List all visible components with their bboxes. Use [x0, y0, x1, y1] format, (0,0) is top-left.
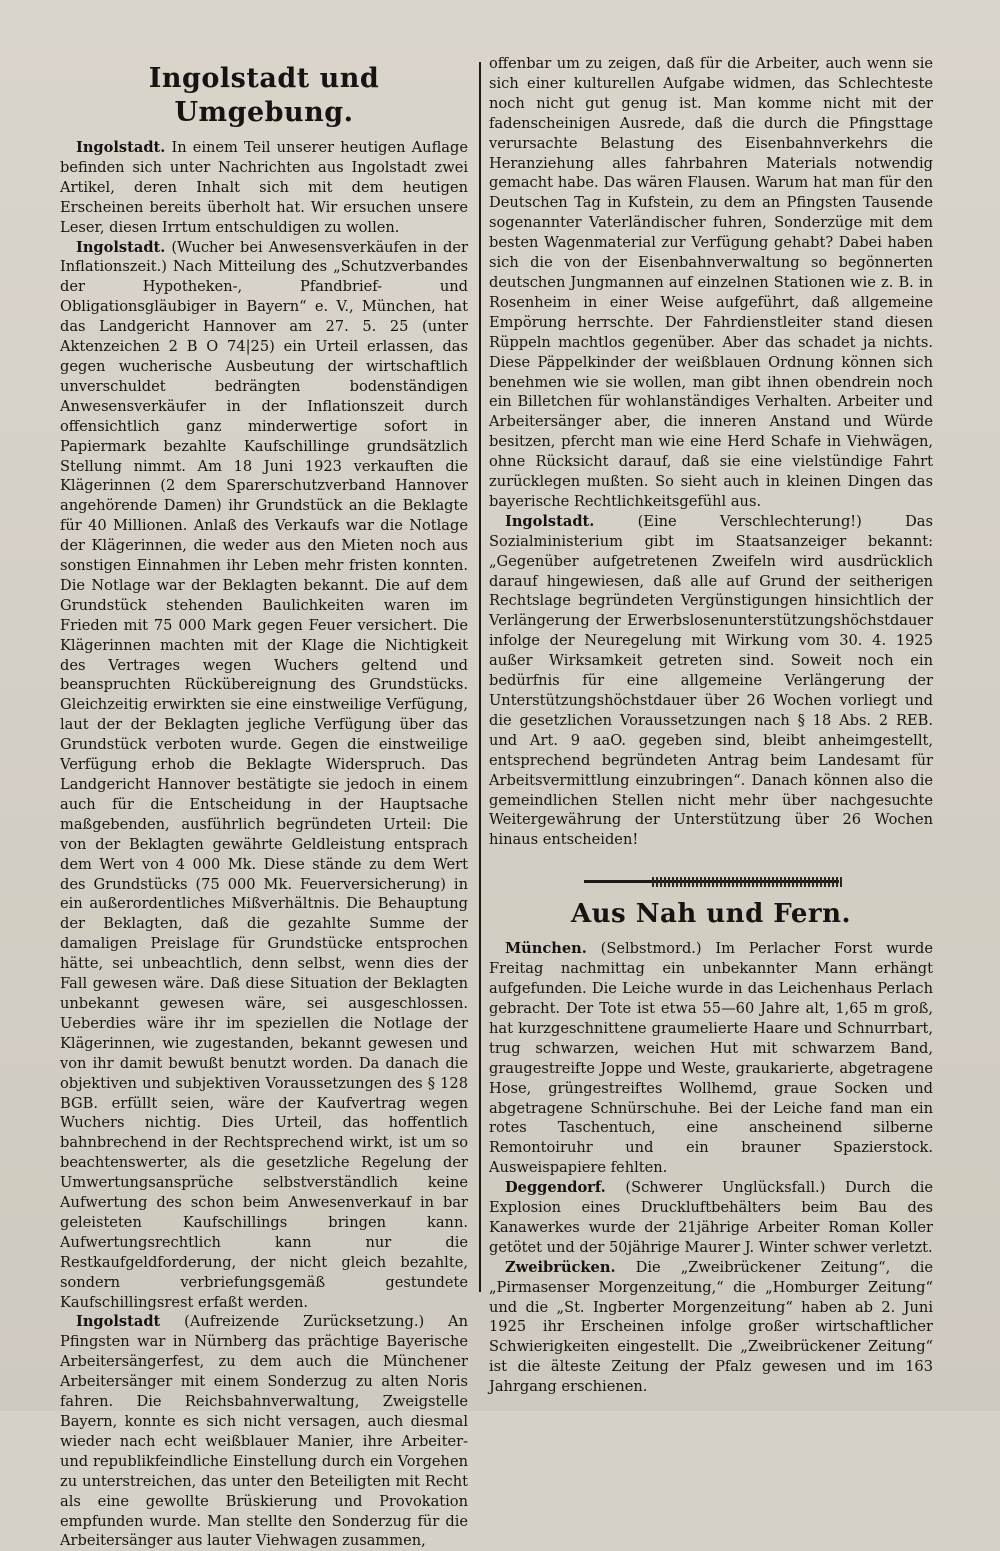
article-muenchen — [489, 939, 933, 1178]
article-text: (Eine Verschlechterung!) Das Sozialministerium gibt im Staatsanzeiger bekannt: „Gegenüber aufgetretenen Zweifeln wird ausdrücklich darauf hingewiesen, daß alle auf Grund der seitherigen Rechtslage begründeten Vergünstigungen hinsichtlich der Verlängerung der Erwerbslosenunterstützungshöchstdauer infolge der Neuregelung mit Wirkung vom 30. 4. 1925 außer Wirksamkeit getreten sind. Soweit noch ein bedürfnis für eine allgemeine Verlängerung der Unterstützungshöchstdauer über 26 Wochen vorliegt und die gesetzlichen Voraussetzungen nach § 18 Abs. 2 REB. und Art. 9 aaO. gegeben sind, bleibt anheimgestellt, entsprechend begründeten Antrag beim Landesamt für Arbeitsvermittlung einzubringen“. Danach können also die gemeindlichen Stellen nicht mehr über nachgesuchte Weitergewährung der Unterstützung über 26 Wochen hinaus entscheiden! — [489, 512, 933, 849]
section-title-ingolstadt: Ingolstadt und Umgebung. — [148, 63, 380, 128]
article-place: Ingolstadt. — [76, 238, 166, 256]
article-errata — [60, 138, 468, 238]
article-text: (Schwerer Unglücksfall.) Durch die Explosion eines Druckluftbehälters beim Bau des Kanawerkes wurde der 21jährige Arbeiter Roman Koller getötet und der 50jährige Maurer J. Winter schwer verletzt. — [489, 1179, 933, 1256]
article-continuation: offenbar um zu zeigen, daß für die Arbeiter, auch wenn sie sich einer kulturellen Aufgabe widmen, das Schlechteste noch nicht gut genug ist. Man komme nicht mit der fadenscheinigen Ausrede, daß die durch die Pfingsttage verursachte Belastung des Eisenbahnverkehrs die Heranziehung alles fahrbahren Materials notwendig gemacht habe. Das wären Flausen. Warum hat man für den Deutschen Tag in Kufstein, zu dem an Pfingsten Tausende sogenannter Vaterländischer fuhren, Sonderzüge mit dem besten Wagenmaterial zur Verfügung gehabt? Dabei haben sich die von der Eisenbahnverwaltung so begönnerten deutschen Jungmannen auf einzelnen Stationen wie z. B. in Rosenheim in einer Weise aufgeführt, daß allgemeine Empörung herrschte. Der Fahrdienstleiter stand diesen Rüppeln machtlos gegenüber. Aber das schadet ja nichts. Diese Päppelkinder der weißblauen Ordnung können sich benehmen wie sie wollen, man gibt ihnen obendrein noch ein Billetchen für wohlanständiges Verhalten. Arbeiter und Arbeitersänger aber, die inneren Anstand und Würde besitzen, pfercht man wie eine Herd Schafe in Viehwägen, ohne Rücksicht darauf, daß sie eine vielstündige Fahrt zurücklegen mußten. So sieht auch in kleinen Dingen das bayerische Rechtlichkeitsgefühl aus. — [489, 55, 933, 510]
article-place: Zweibrücken. — [505, 1258, 616, 1276]
article-deggendorf — [489, 1178, 933, 1258]
article-text: (Wucher bei Anwesensverkäufen in der Inflationszeit.) Nach Mitteilung des „Schutzverbandes der Hypotheken-, Pfandbrief- und Obligationsgläubiger in Bayern“ e. V., München, hat das Landgericht Hannover am 27. 5. 25 (unter Aktenzeichen 2 B O 74|25) ein Urteil erlassen, das gegen wucherische Ausbeutung der wirtschaftlich unverschuldet bedrängten bodenständigen Anwesensverkäufer in der Inflationszeit durch offensichtlich ganz minderwertige sofort in Papiermark bezahlte Kaufschillinge grundsätzlich Stellung nimmt. Am 18 Juni 1923 verkauften die Klägerinnen (2 dem Sparerschutzverband Hannover angehörende Damen) ihr Grundstück an die Beklagte für 40 Millionen. Anlaß des Verkaufs war die Notlage der Klägerinnen, die weder aus den Mieten noch aus sonstigen Einnahmen ihr Leben mehr fristen konnten. Die Notlage war der Beklagten bekannt. Die auf dem Grundstück stehenden Baulichkeiten waren im Frieden mit 75 000 Mark gegen Feuer versichert. Die Klägerinnen machten mit der Klage die Nichtigkeit des Vertrages wegen Wuchers geltend und beanspruchten Rückübereignung des Grundstücks. Gleichzeitig erwirkten sie eine einstweilige Verfügung, laut der der Beklagten jegliche Verfügung über das Grundstück verboten wurde. Gegen die einstweilige Verfügung erhob die Beklagte Widerspruch. Das Landgericht Hannover bestätigte sie jedoch in einem auch für die Entscheidung in der Hauptsache maßgebenden, ausführlich begründeten Urteil: Die von der Beklagten gewährte Geldleistung entsprach dem Wert von 4 000 Mk. Diese stände zu dem Wert des Grundstücks (75 000 Mk. Feuerversicherung) in ein außerordentliches Mißverhältnis. Die Behauptung der Beklagten, daß die gezahlte Summe der damaligen Preislage für Grundstücke entsprochen hätte, sei unbeachtlich, denn selbst, wenn dies der Fall gewesen wäre. Daß diese Situation der Beklagten unbekannt gewesen wäre, sei ausgeschlossen. Ueberdies wäre ihr im speziellen die Notlage der Klägerinnen, wie zugestanden, bekannt gewesen und von ihr damit bewußt benutzt worden. Da danach die objektiven und subjektiven Voraussetzungen des § 128 BGB. erfüllt seien, wäre der Kaufvertrag wegen Wuchers nichtig. Dies Urteil, das hoffentlich bahnbrechend in der Rechtsprechend wirkt, ist um so beachtenswerter, als die gesetzliche Regelung der Umwertungsansprüche selbstverständlich keine Aufwertung des schon beim Anwesenverkauf in bar geleisteten Kaufschillings bringen kann. Aufwertungsrechtlich kann nur die Restkaufgeldforderung, der nicht gleich bezahlte, sondern verbriefungsgemäß gestundete Kaufschillingsrest erfaßt werden. — [60, 238, 468, 1311]
article-text: (Aufreizende Zurücksetzung.) An Pfingsten war in Nürnberg das prächtige Bayerische Arbeitersängerfest, zu dem auch die Münchener Arbeitersänger mit einem Sonderzug zu alten Noris fahren. Die Reichsbahnverwaltung, Zweigstelle Bayern, konnte es sich nicht versagen, auch diesmal wieder nach echt weißblauer Manier, ihre Arbeiter- und republikfeindliche Einstellung durch ein Vorgehen zu unterstreichen, das unter den Beteiligten mit Recht als eine gewollte Brüskierung und Provokation empfunden wurde. Man stellte den Sonderzug für die Arbeitersänger aus lauter Viehwagen zusammen, — [60, 1313, 468, 1550]
left-column — [60, 54, 468, 1551]
article-zweibruecken — [489, 1258, 933, 1397]
article-text: Die „Zweibrückener Zeitung“, die „Pirmasenser Morgenzeitung,“ die „Homburger Zeitung“ und die „St. Ingberter Morgenzeitung“ haben ab 2. Juni 1925 ihr Erscheinen infolge großer wirtschaftlicher Schwierigkeiten eingestellt. Die „Zweibrückener Zeitung“ ist die älteste Zeitung der Pfalz gewesen und im 163 Jahrgang erschienen. — [489, 1258, 933, 1396]
article-place: Ingolstadt — [76, 1313, 161, 1331]
article-verschlechterung — [489, 512, 933, 850]
article-text: In einem Teil unserer heutigen Auflage befinden sich unter Nachrichten aus Ingolstadt zwei Artikel, deren Inhalt sich mit dem heutigen Erscheinen bereits überholt hat. Wir ersuchen unsere Leser, diesen Irrtum entschuldigen zu wollen. — [60, 139, 468, 236]
article-place: Ingolstadt. — [76, 139, 166, 156]
article-wucher — [60, 238, 468, 1313]
section-title-nah-fern: Aus Nah und Fern. — [570, 899, 852, 930]
right-column — [489, 54, 933, 1397]
section-divider — [584, 880, 839, 883]
article-place: Deggendorf. — [505, 1179, 606, 1197]
article-text: (Selbstmord.) Im Perlacher Forst wurde Freitag nachmittag ein unbekannter Mann erhängt aufgefunden. Die Leiche wurde in das Leichenhaus Perlach gebracht. Der Tote ist etwa 55—60 Jahre alt, 1,65 m groß, hat kurzgeschnittene graumelierte Haare und Schnurrbart, trug schwarzen, weichen Hut mit schwarzem Band, graugestreifte Joppe und Weste, graukarierte, abgetragene Hose, grüngestreiftes Wollhemd, graue Socken und abgetragene Schnürschuhe. Bei der Leiche fand man ein rotes Taschentuch, eine anscheinend silberne Remontoiruhr und ein brauner Spazierstock. Ausweispapiere fehlten. — [489, 940, 933, 1177]
column-divider — [479, 62, 481, 1292]
article-zuruecksetzung — [60, 1312, 468, 1551]
article-place: München. — [505, 940, 587, 958]
article-place: Ingolstadt. — [505, 512, 595, 530]
